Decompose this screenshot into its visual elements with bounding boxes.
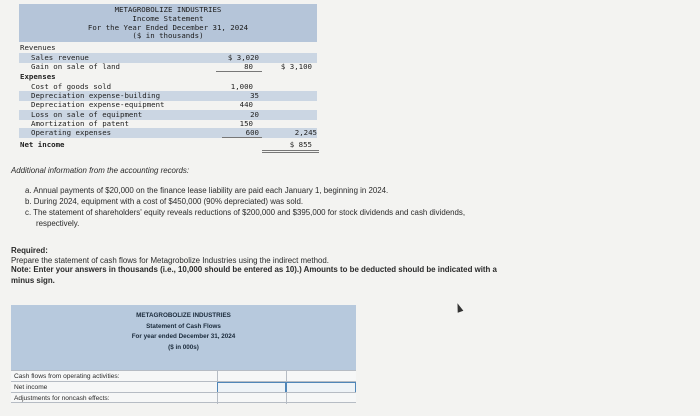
sales-label: Sales revenue — [31, 53, 89, 62]
rule-net-income-2 — [262, 152, 319, 153]
income-statement-header — [19, 4, 317, 42]
dep-equip-label: Depreciation expense-equipment — [31, 100, 165, 109]
cf-adjustments-cell-2 — [286, 393, 356, 404]
required-note-line1: Note: Enter your answers in thousands (i.e., 10,000 should be entered as 10).) Amounts to be deducted should be indicated with a — [11, 265, 497, 274]
is-row-revenues — [0, 43, 330, 53]
loss-value: 20 — [250, 110, 259, 119]
amort-value: 150 — [239, 119, 253, 128]
cf-net-income-label: Net income — [14, 384, 48, 391]
required-heading: Required: — [11, 246, 48, 255]
is-company: METAGROBOLIZE INDUSTRIES — [114, 5, 222, 14]
cash-flow-header — [11, 305, 356, 370]
dep-bldg-label: Depreciation expense-building — [31, 91, 161, 100]
cf-operating-label: Cash flows from operating activities: — [14, 373, 120, 380]
cogs-value: 1,000 — [230, 82, 253, 91]
cf-period: For year ended December 31, 2024 — [131, 333, 236, 341]
revenues-total: $ 3,100 — [280, 62, 312, 71]
cf-row-adjustments — [11, 392, 356, 403]
cf-row-operating — [11, 370, 356, 381]
loss-label: Loss on sale of equipment — [31, 110, 143, 119]
is-row-net-income — [0, 140, 330, 150]
gain-label: Gain on sale of land — [31, 62, 120, 71]
gain-value: 80 — [244, 62, 253, 71]
additional-info-heading: Additional information from the accounting records: — [11, 166, 190, 175]
is-row-gain — [0, 62, 330, 72]
is-row-opex — [19, 128, 317, 138]
cf-company: METAGROBOLIZE INDUSTRIES — [136, 312, 231, 319]
cash-flow-form — [11, 305, 356, 416]
rule-net-income-1 — [262, 150, 319, 151]
is-title: Income Statement — [132, 13, 204, 23]
revenues-label: Revenues — [20, 43, 56, 52]
required-text: Prepare the statement of cash flows for Metagrobolize Industries using the indirect method. — [11, 256, 329, 265]
amort-label: Amortization of patent — [31, 119, 129, 128]
net-income-label: Net income — [20, 140, 65, 149]
dep-equip-value: 440 — [239, 100, 253, 109]
info-item-c-line1: c. The statement of shareholders' equity reveals reductions of $200,000 and $395,000 for stock dividends and cash dividends, — [25, 208, 466, 217]
dep-bldg-value: 35 — [250, 91, 259, 100]
info-item-c-line2: respectively. — [36, 219, 80, 228]
is-row-expenses — [0, 72, 330, 82]
cf-row-net-income — [11, 381, 356, 392]
cf-adjustments-cell-1 — [217, 393, 286, 404]
rule-expenses — [222, 137, 262, 138]
cf-units: ($ in 000s) — [168, 343, 199, 351]
opex-label: Operating expenses — [31, 128, 112, 137]
cf-adjustments-label: Adjustments for noncash effects: — [14, 395, 110, 402]
net-income-value: $ 855 — [289, 140, 312, 149]
info-item-b: b. During 2024, equipment with a cost of $450,000 (90% depreciated) was sold. — [25, 197, 304, 206]
sales-value: $ 3,020 — [227, 53, 259, 62]
opex-value: 600 — [245, 128, 259, 137]
cf-title: Statement of Cash Flows — [146, 322, 221, 330]
is-units: ($ in thousands) — [132, 31, 204, 41]
is-row-dep-equip — [0, 100, 330, 110]
is-period: For the Year Ended December 31, 2024 — [87, 22, 249, 32]
expenses-label: Expenses — [20, 72, 56, 81]
info-item-a: a. Annual payments of $20,000 on the finance lease liability are paid each January 1, beginning in 2024. — [25, 186, 389, 195]
expenses-total: 2,245 — [294, 128, 317, 137]
required-note-line2: minus sign. — [11, 276, 55, 285]
cogs-label: Cost of goods sold — [31, 82, 112, 91]
mouse-pointer-icon — [455, 302, 464, 313]
